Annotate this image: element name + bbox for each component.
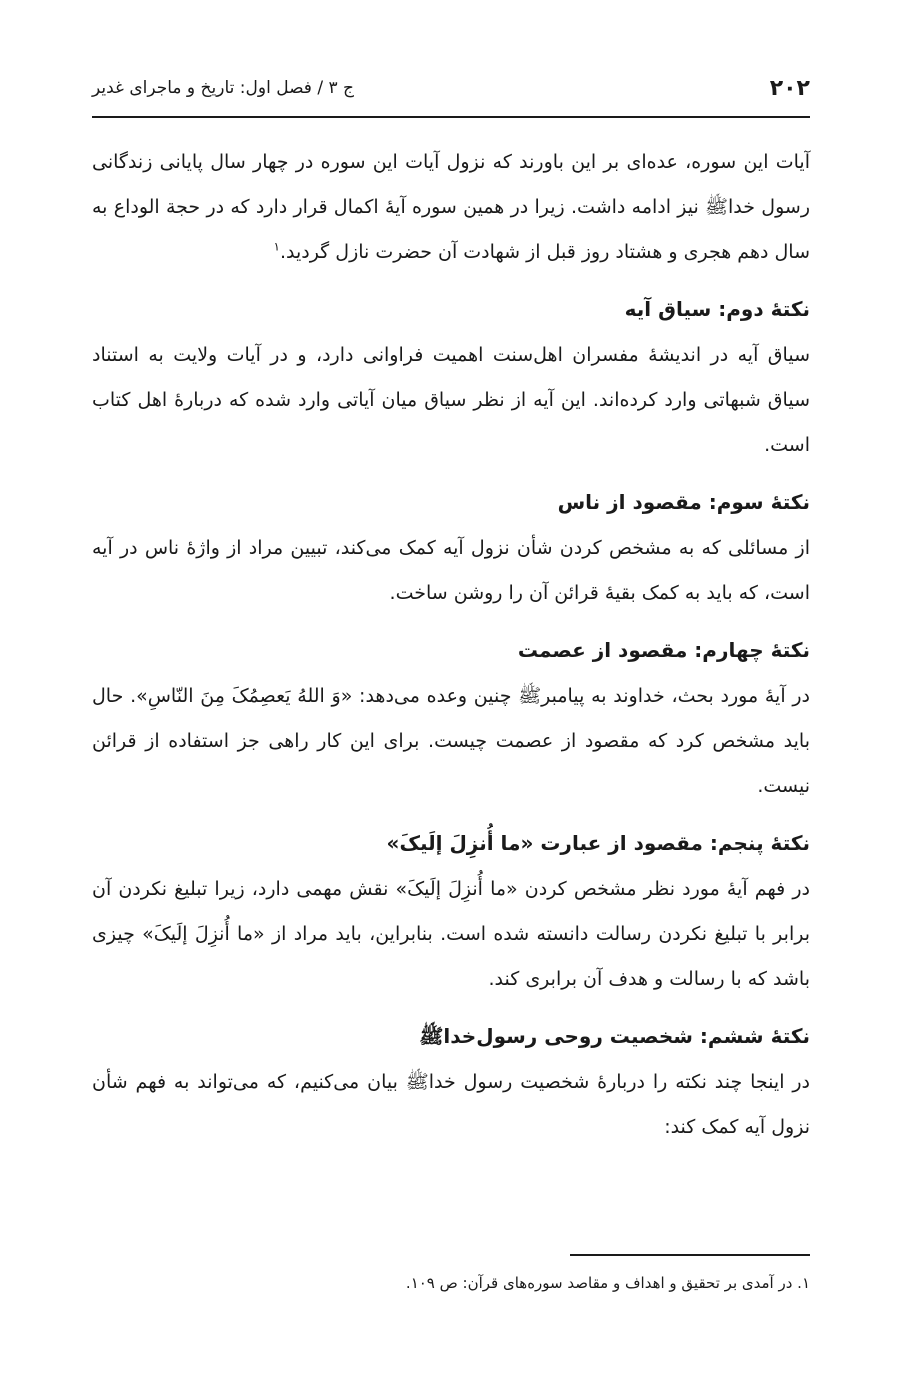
heading-point-3: نکتهٔ سوم: مقصود از ناس <box>557 490 810 514</box>
paragraph-1 <box>92 140 810 275</box>
paragraph-3: از مسائلی که به مشخص کردن شأن نزول آیه کمک می‌کند، تبیین مراد از واژهٔ ناس در آیه است، که باید به کمک بقیهٔ قرائن آن را روشن ساخت. <box>92 537 810 604</box>
paragraph-5: در فهم آیهٔ مورد نظر مشخص کردن «ما أُنزِلَ إلَیکَ» نقش مهمی دارد، زیرا تبلیغ نکردن آن برابر با تبلیغ نکردن رسالت دانسته شده است. بنابراین، باید مراد از «ما أُنزِلَ إلَیکَ» چیزی باشد که با رسالت و هدف آن برابری کند. <box>92 878 810 990</box>
page-header <box>92 66 810 110</box>
heading-point-4: نکتهٔ چهارم: مقصود از عصمت <box>517 638 810 662</box>
running-head: ج ۳ / فصل اول: تاریخ و ماجرای غدیر <box>92 78 355 98</box>
paragraph-1-text: آیات این سوره، عده‌ای بر این باورند که نزول آیات این سوره در چهار سال پایانی زندگانی رسول خداﷺ نیز ادامه داشت. زیرا در همین سوره آیهٔ اکمال قرار دارد که در حجة الوداع به سال دهم هجری و هشتاد روز قبل از شهادت آن حضرت نازل گردید. <box>92 151 810 263</box>
paragraph-6: در اینجا چند نکته را دربارهٔ شخصیت رسول خداﷺ بیان می‌کنیم، که می‌تواند به فهم شأن نزول آیه کمک کند: <box>92 1071 810 1138</box>
paragraph-4: در آیهٔ مورد بحث، خداوند به پیامبرﷺ چنین وعده می‌دهد: «وَ اللهُ یَعصِمُکَ مِنَ النّاسِ». حال باید مشخص کرد که مقصود از عصمت چیست. برای این کار راهی جز استفاده از قرائن نیست. <box>92 685 810 797</box>
footnote-marker: ۱ <box>273 239 280 254</box>
footnote-rule <box>570 1254 810 1256</box>
heading-point-6: نکتهٔ ششم: شخصیت روحی رسول‌خداﷺ <box>419 1024 810 1048</box>
heading-point-2: نکتهٔ دوم: سیاق آیه <box>624 297 810 321</box>
footnote: ۱. در آمدی بر تحقیق و اهداف و مقاصد سوره‌های قرآن: ص ۱۰۹. <box>405 1274 810 1292</box>
paragraph-2: سیاق آیه در اندیشهٔ مفسران اهل‌سنت اهمیت فراوانی دارد، و در آیات ولایت به استناد سیاق شبهاتی وارد کرده‌اند. این آیه از نظر سیاق میان آیاتی وارد شده که دربارهٔ اهل کتاب است. <box>92 344 810 456</box>
page-body <box>92 140 810 1150</box>
heading-point-5: نکتهٔ پنجم: مقصود از عبارت «ما أُنزِلَ إلَیکَ» <box>386 831 810 855</box>
book-page <box>92 0 810 1390</box>
page-number: ۲۰۲ <box>769 75 810 101</box>
header-rule <box>92 116 810 118</box>
